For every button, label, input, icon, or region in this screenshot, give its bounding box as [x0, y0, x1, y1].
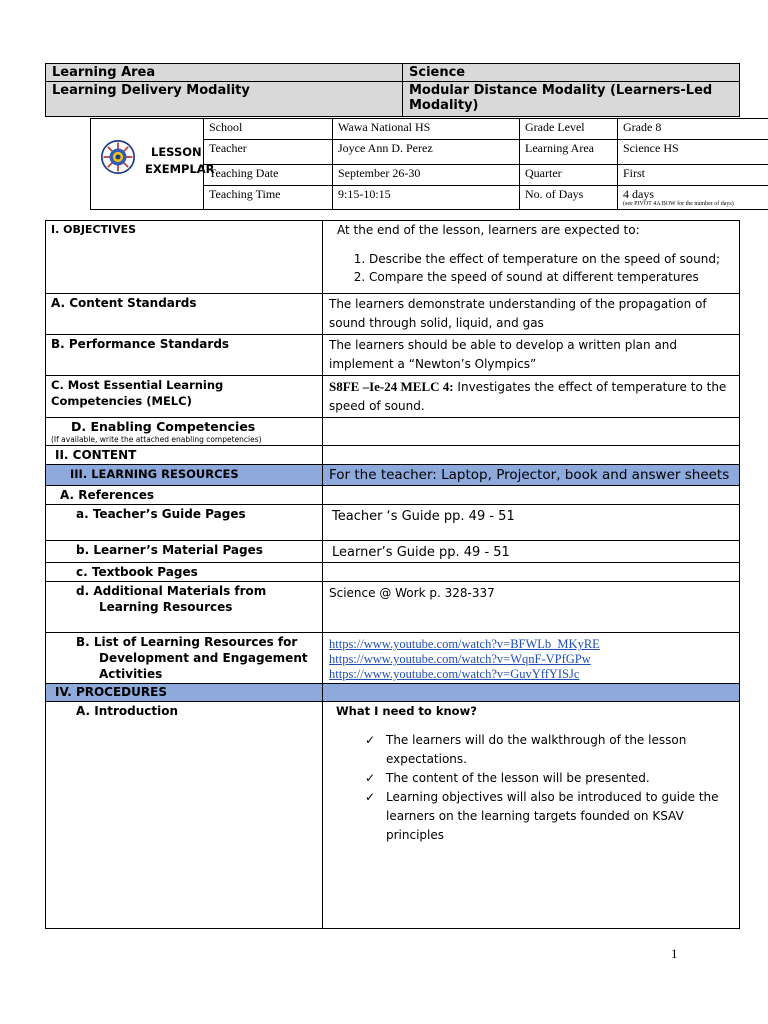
melc-cell: [323, 376, 740, 418]
exemplar-info-table: [90, 118, 768, 210]
learners-material-value: Learner’s Guide pp. 49 - 51: [323, 541, 740, 563]
days-label: No. of Days: [520, 186, 618, 210]
delivery-modality-value: Modular Distance Modality (Learners-Led Modality): [403, 82, 740, 117]
procedures-label: IV. PROCEDURES: [46, 684, 323, 702]
teacher-label: Teacher: [204, 140, 333, 165]
teaching-date-value: September 26-30: [333, 165, 520, 186]
introduction-item-text: The learners will do the walkthrough of the lesson expectations.: [386, 733, 687, 766]
learning-area-value: Science: [403, 64, 740, 82]
content-standards-value: The learners demonstrate understanding of the propagation of sound through solid, liquid, and gas: [323, 294, 740, 335]
objective-item: 1. Describe the effect of temperature on the speed of sound;: [369, 250, 733, 268]
enabling-cell: [46, 418, 323, 446]
introduction-item: [365, 788, 733, 845]
procedures-value: [323, 684, 740, 702]
additional-materials-label: d. Additional Materials from Learning Resources: [46, 582, 323, 633]
textbook-pages-label: c. Textbook Pages: [46, 563, 323, 582]
delivery-modality-label: Learning Delivery Modality: [46, 82, 403, 117]
grade-level-value: Grade 8: [618, 119, 768, 140]
melc-label: C. Most Essential Learning Competencies (MELC): [46, 376, 323, 418]
list-resources-label: B. List of Learning Resources for Development and Engagement Activities: [46, 633, 323, 684]
introduction-label: A. Introduction: [46, 702, 323, 929]
additional-materials-value: Science @ Work p. 328-337: [323, 582, 740, 633]
school-value: Wawa National HS: [333, 119, 520, 140]
performance-standards-label: B. Performance Standards: [46, 335, 323, 376]
enabling-value: [323, 418, 740, 446]
content-standards-label: A. Content Standards: [46, 294, 323, 335]
days-value: 4 days: [623, 187, 654, 201]
enabling-label: D. Enabling Competencies: [71, 419, 256, 434]
objectives-list: [329, 250, 733, 286]
learning-area-value-2: Science HS: [618, 140, 768, 165]
introduction-item: [365, 769, 733, 788]
teaching-date-label: Teaching Date: [204, 165, 333, 186]
lesson-table: [45, 220, 740, 929]
objectives-intro: At the end of the lesson, learners are expected to:: [337, 223, 640, 237]
exemplar-logo-cell: [91, 119, 215, 210]
references-value: [323, 486, 740, 505]
content-value: [323, 446, 740, 465]
exemplar-title: [145, 144, 215, 178]
teaching-time-value: 9:15-10:15: [333, 186, 520, 210]
resource-link[interactable]: https://www.youtube.com/watch?v=WqnF-VPfGPw: [329, 652, 591, 666]
learning-area-label: Learning Area: [46, 64, 403, 82]
teachers-guide-label: a. Teacher’s Guide Pages: [46, 505, 323, 541]
introduction-item: [365, 731, 733, 769]
days-cell: [618, 186, 768, 210]
days-note: (see PIVOT 4A BOW for the number of days): [623, 201, 734, 207]
introduction-item-text: Learning objectives will also be introduced to guide the learners on the learning targets founded on KSAV principles: [386, 790, 719, 842]
learners-material-label: b. Learner’s Material Pages: [46, 541, 323, 563]
quarter-label: Quarter: [520, 165, 618, 186]
introduction-list: [336, 731, 733, 845]
enabling-note: (If available, write the attached enabling competencies): [51, 435, 262, 444]
teacher-value: Joyce Ann D. Perez: [333, 140, 520, 165]
content-label: II. CONTENT: [46, 446, 323, 465]
resources-label: III. LEARNING RESOURCES: [46, 465, 323, 486]
objective-item: 2. Compare the speed of sound at different temperatures: [369, 268, 733, 286]
references-label: A. References: [46, 486, 323, 505]
page-number: 1: [671, 946, 678, 961]
school-label: School: [204, 119, 333, 140]
checkmark-icon: ✓: [365, 733, 376, 747]
grade-level-label: Grade Level: [520, 119, 618, 140]
header-table: [45, 63, 740, 117]
textbook-pages-value: [323, 563, 740, 582]
resources-value: For the teacher: Laptop, Projector, book and answer sheets: [323, 465, 740, 486]
resource-link[interactable]: https://www.youtube.com/watch?v=GuvYffYISJc: [329, 667, 580, 681]
learning-area-label-2: Learning Area: [520, 140, 618, 165]
introduction-cell: [323, 702, 740, 929]
introduction-item-text: The content of the lesson will be presented.: [386, 771, 650, 785]
checkmark-icon: ✓: [365, 790, 376, 804]
introduction-heading: What I need to know?: [336, 704, 477, 718]
teaching-time-label: Teaching Time: [204, 186, 333, 210]
deped-seal-icon: [101, 140, 135, 174]
exemplar-title-line1: LESSON: [151, 145, 202, 159]
list-resources-cell: [323, 633, 740, 684]
melc-value: Investigates the effect of temperature to the speed of sound.: [329, 380, 727, 413]
teachers-guide-value: Teacher ‘s Guide pp. 49 - 51: [323, 505, 740, 541]
performance-standards-value: The learners should be able to develop a written plan and implement a “Newton’s Olympics”: [323, 335, 740, 376]
resource-link[interactable]: https://www.youtube.com/watch?v=BFWLb_MKyRE: [329, 637, 600, 651]
melc-code: S8FE –Ie-24 MELC 4:: [329, 379, 454, 394]
exemplar-title-line2: EXEMPLAR: [145, 162, 215, 176]
objectives-label: I. OBJECTIVES: [46, 221, 323, 294]
quarter-value: First: [618, 165, 768, 186]
objectives-cell: [323, 221, 740, 294]
checkmark-icon: ✓: [365, 771, 376, 785]
